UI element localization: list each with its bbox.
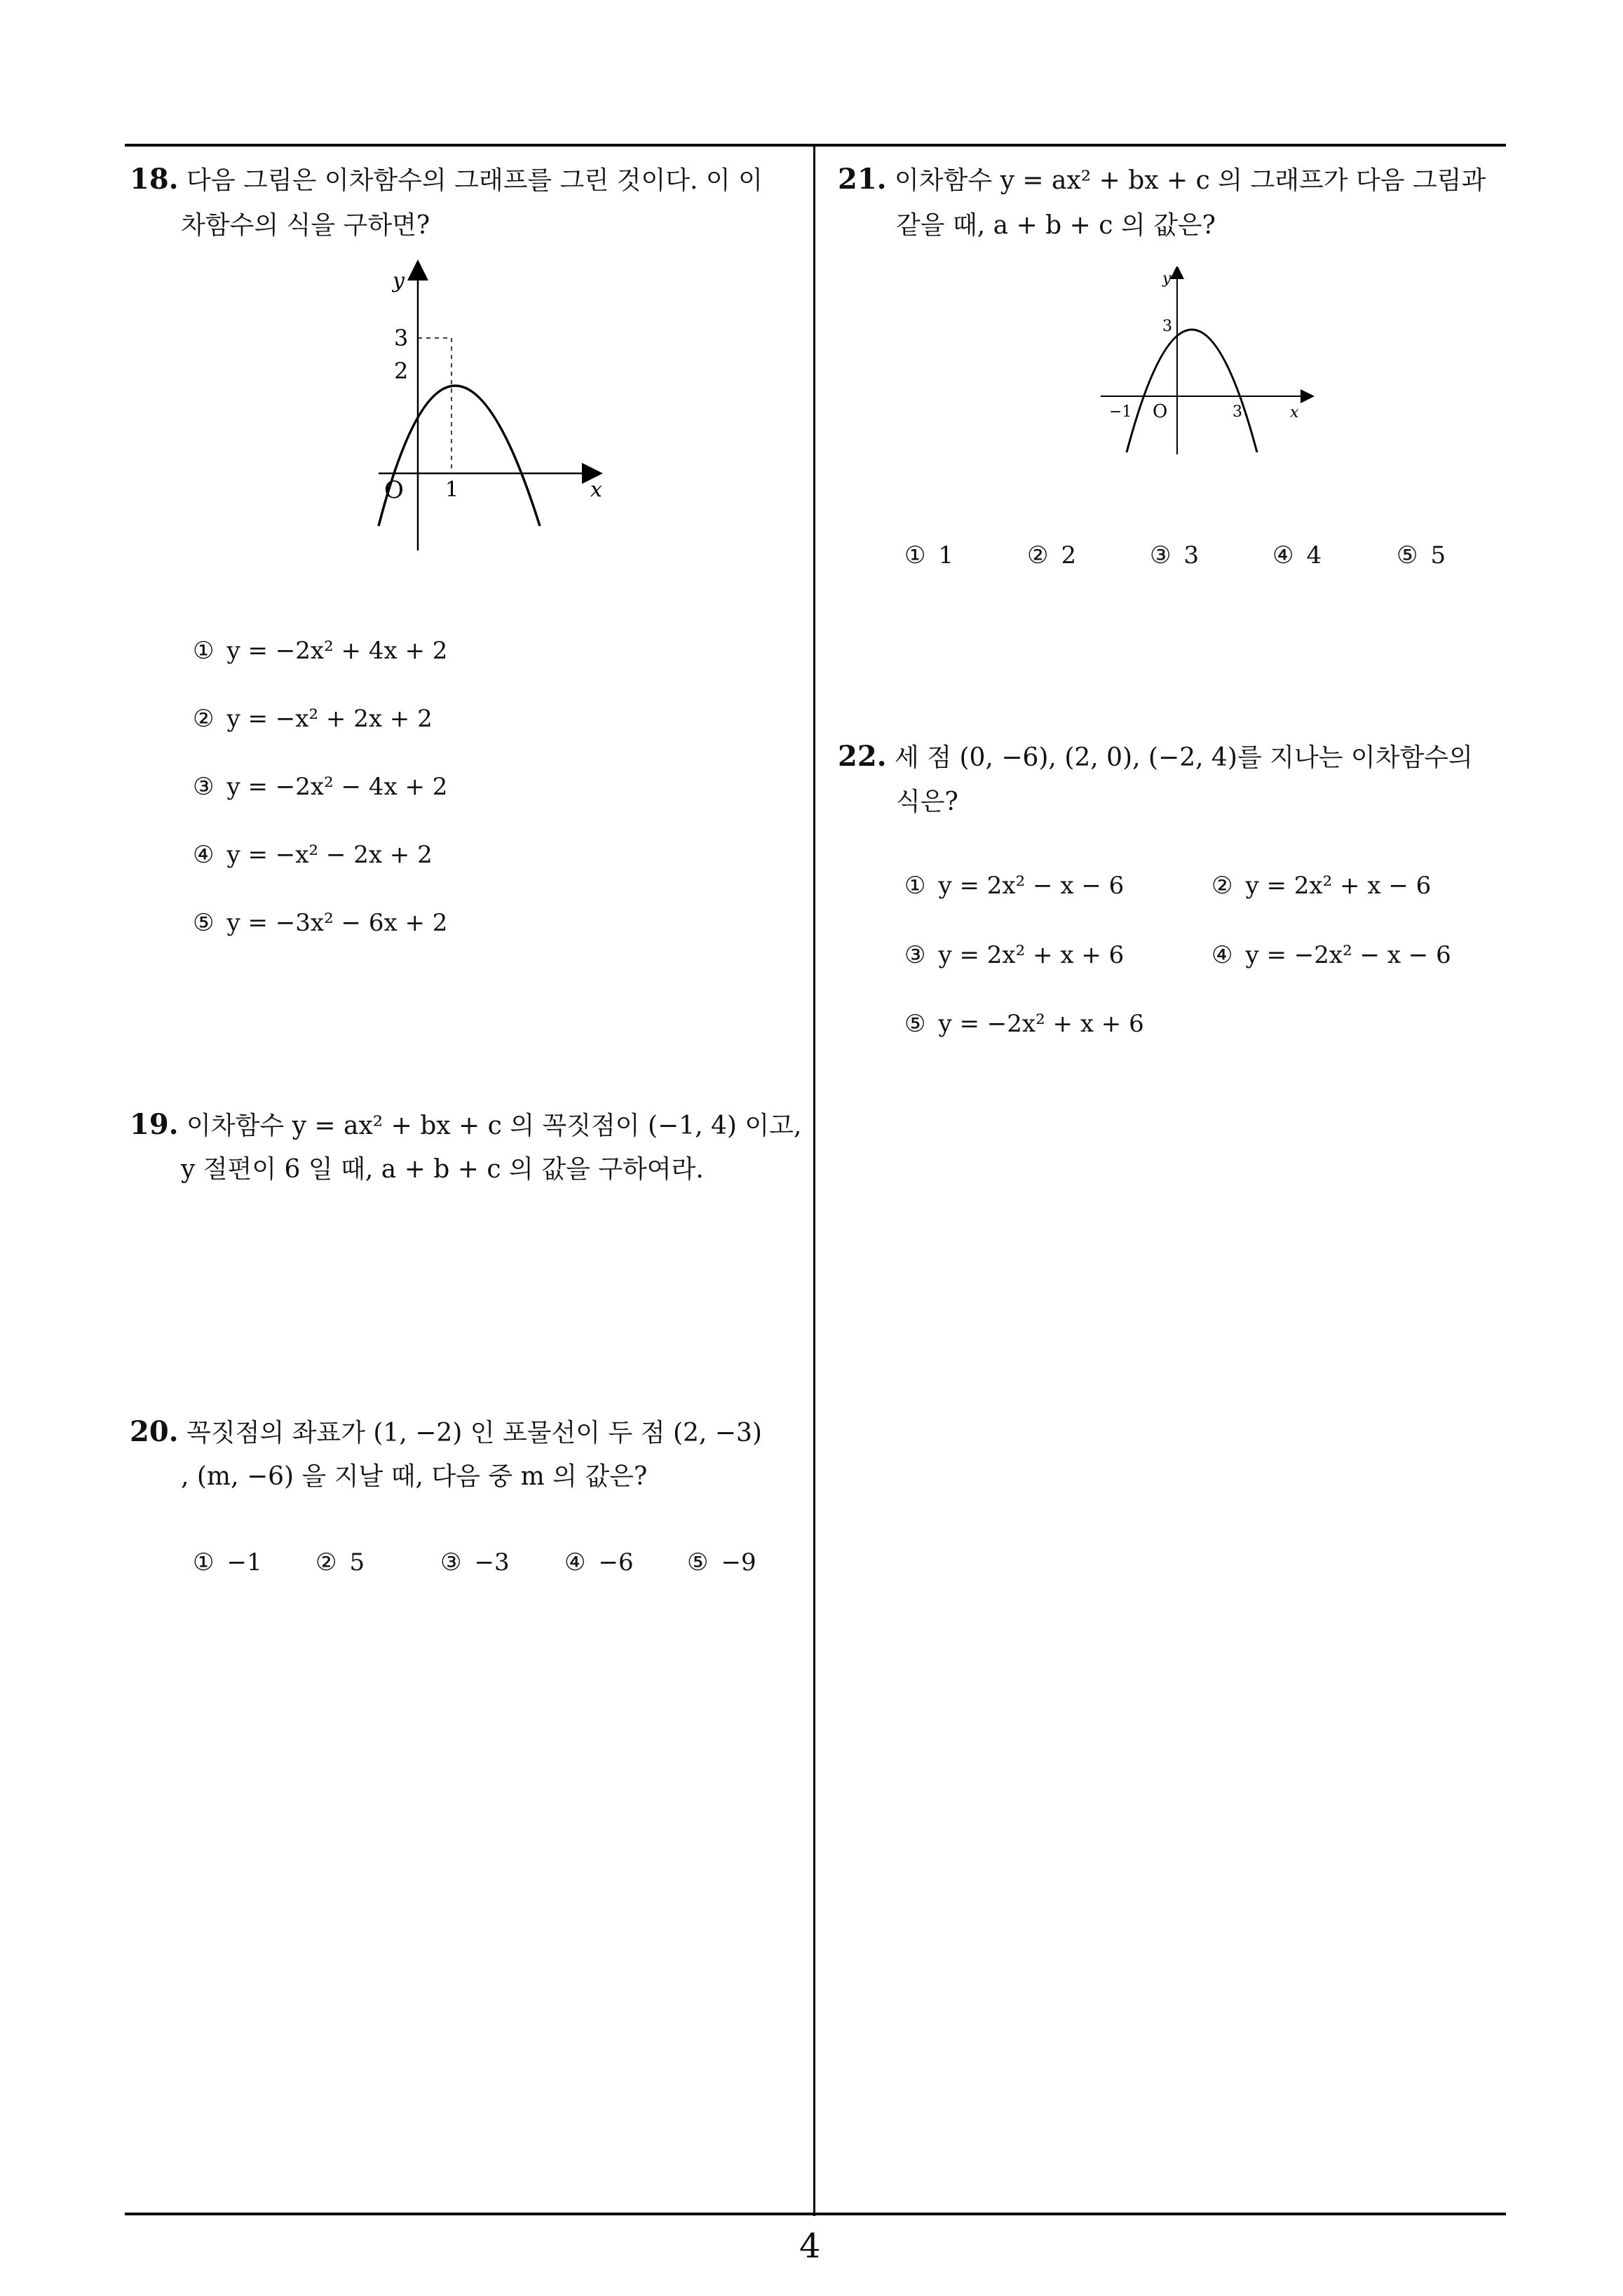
q20-choice-1[interactable]: ① −1 bbox=[193, 1548, 262, 1576]
q21-choice-5[interactable]: ⑤ 5 bbox=[1397, 541, 1446, 569]
q18-number: 18. bbox=[130, 163, 179, 196]
q21-text-1: 이차함수 y = ax² + bx + c 의 그래프가 다음 그림과 bbox=[895, 166, 1486, 195]
q21-x-label: x bbox=[1290, 404, 1299, 421]
q18-x-label: x bbox=[590, 478, 602, 502]
q20-text-2: , (m, −6) 을 지날 때, 다음 중 m 의 값은? bbox=[181, 1462, 648, 1491]
q21-choice-4[interactable]: ④ 4 bbox=[1272, 541, 1322, 569]
q20-choice-5[interactable]: ⑤ −9 bbox=[687, 1548, 756, 1576]
q22-number: 22. bbox=[838, 740, 887, 773]
page-number: 4 bbox=[799, 2227, 821, 2266]
q18-tick-y2: 2 bbox=[394, 358, 409, 384]
column-divider bbox=[813, 144, 815, 2216]
q21-text-2: 같을 때, a + b + c 의 값은? bbox=[896, 211, 1216, 240]
q18-y-label: y bbox=[393, 269, 405, 293]
q19-number: 19. bbox=[130, 1108, 179, 1141]
q21-parabola bbox=[1127, 330, 1257, 452]
q18-choice-2[interactable]: ② y = −x² + 2x + 2 bbox=[193, 705, 433, 733]
q18-tick-x1: 1 bbox=[445, 478, 459, 502]
q22-line1 bbox=[838, 738, 1473, 776]
q20-text-1: 꼭짓점의 좌표가 (1, −2) 인 포물선이 두 점 (2, −3) bbox=[186, 1419, 762, 1447]
q21-tick-y3: 3 bbox=[1162, 318, 1172, 335]
q20-number: 20. bbox=[130, 1415, 179, 1448]
q19-line1 bbox=[130, 1107, 801, 1144]
q19-text-1: 이차함수 y = ax² + bx + c 의 꼭짓점이 (−1, 4) 이고, bbox=[186, 1112, 802, 1140]
q20-line1 bbox=[130, 1414, 762, 1452]
q22-choice-3[interactable]: ③ y = 2x² + x + 6 bbox=[904, 941, 1125, 969]
q18-line1 bbox=[130, 161, 763, 199]
q18-text-2: 차함수의 식을 구하면? bbox=[181, 211, 430, 240]
q18-choice-5[interactable]: ⑤ y = −3x² − 6x + 2 bbox=[193, 909, 448, 937]
q21-y-label: y bbox=[1162, 270, 1172, 288]
q20-choice-4[interactable]: ④ −6 bbox=[564, 1548, 634, 1576]
q22-text-1: 세 점 (0, −6), (2, 0), (−2, 4)를 지나는 이차함수의 bbox=[895, 743, 1473, 772]
q21-tick-x3: 3 bbox=[1232, 403, 1242, 421]
q18-tick-y3: 3 bbox=[394, 325, 409, 351]
q21-number: 21. bbox=[838, 163, 887, 196]
q21-line1 bbox=[838, 161, 1486, 199]
q22-choice-1[interactable]: ① y = 2x² − x − 6 bbox=[904, 872, 1125, 900]
q18-text-1: 다음 그림은 이차함수의 그래프를 그린 것이다. 이 이 bbox=[186, 166, 763, 195]
q18-choice-4[interactable]: ④ y = −x² − 2x + 2 bbox=[193, 841, 433, 869]
q20-choice-3[interactable]: ③ −3 bbox=[440, 1548, 510, 1576]
q19-text-2: y 절편이 6 일 때, a + b + c 의 값을 구하여라. bbox=[181, 1155, 704, 1184]
q22-choice-5[interactable]: ⑤ y = −2x² + x + 6 bbox=[904, 1010, 1144, 1038]
q21-choice-1[interactable]: ① 1 bbox=[904, 541, 954, 569]
q21-origin: O bbox=[1153, 401, 1168, 422]
q18-choice-3[interactable]: ③ y = −2x² − 4x + 2 bbox=[193, 773, 448, 801]
q20-choice-2[interactable]: ② 5 bbox=[315, 1548, 365, 1576]
q21-choice-2[interactable]: ② 2 bbox=[1027, 541, 1077, 569]
top-rule bbox=[125, 144, 1506, 147]
q22-text-2: 식은? bbox=[896, 788, 958, 816]
q21-graph bbox=[1094, 266, 1318, 463]
q18-origin: O bbox=[384, 476, 404, 504]
q18-graph bbox=[365, 259, 631, 554]
q22-choice-4[interactable]: ④ y = −2x² − x − 6 bbox=[1211, 941, 1451, 969]
q18-parabola bbox=[379, 386, 540, 526]
q22-choice-2[interactable]: ② y = 2x² + x − 6 bbox=[1211, 872, 1432, 900]
bottom-rule bbox=[125, 2213, 1506, 2215]
q21-tick-xm1: −1 bbox=[1109, 403, 1132, 421]
q21-choice-3[interactable]: ③ 3 bbox=[1150, 541, 1200, 569]
q18-choice-1[interactable]: ① y = −2x² + 4x + 2 bbox=[193, 637, 448, 665]
